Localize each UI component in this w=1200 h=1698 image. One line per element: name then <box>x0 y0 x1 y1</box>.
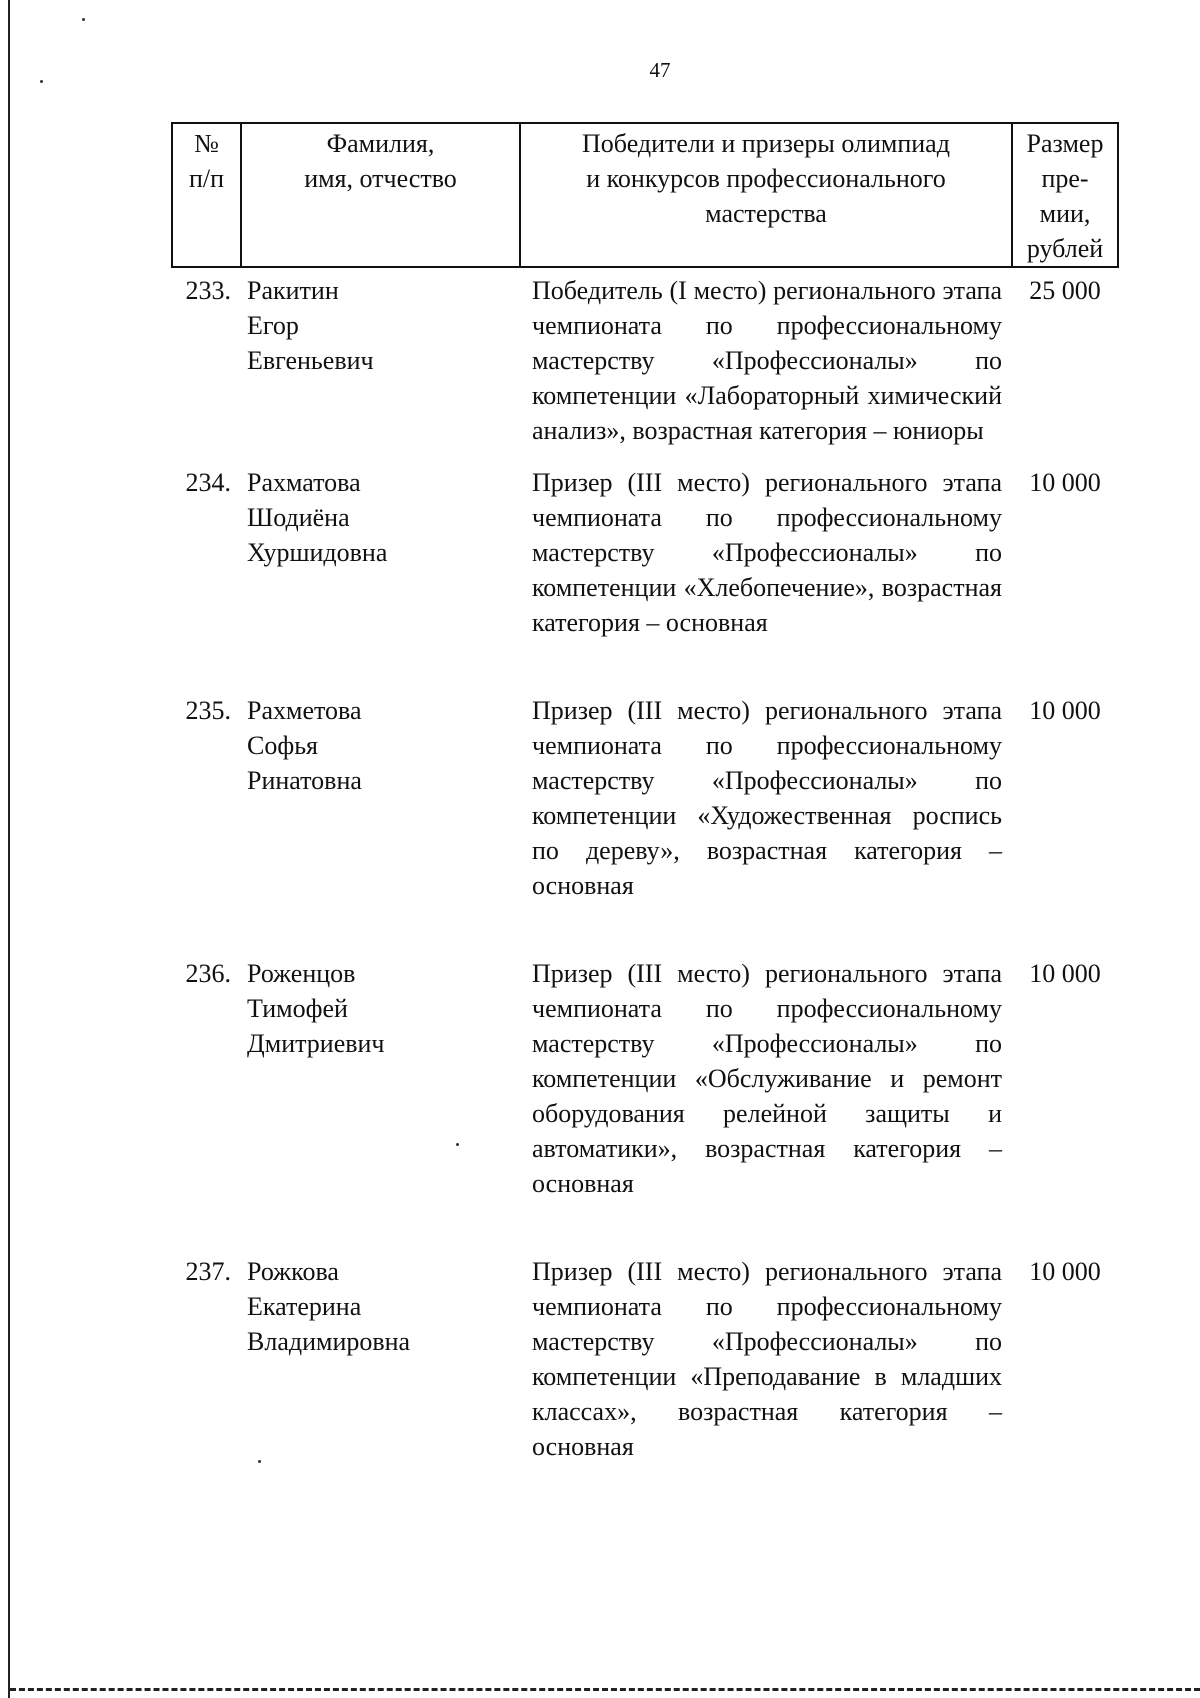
row-achievement: Призер (III место) регионального этапа чемпионата по профессиональному мастерству «Профессионалы» по компетенции «Обслуживание и ремонт оборудования релейной защиты и автоматики», возрастная категория – основная <box>532 959 1002 1198</box>
row-prize: 10 000 <box>1029 696 1101 725</box>
table-row <box>172 1249 1118 1464</box>
row-achievement: Призер (III место) регионального этапа чемпионата по профессиональному мастерству «Профессионалы» по компетенции «Преподавание в младших классах», возрастная категория – основная <box>532 1257 1002 1461</box>
table-row <box>172 951 1118 1201</box>
row-achievement: Призер (III место) регионального этапа чемпионата по профессиональному мастерству «Профессионалы» по компетенции «Художественная роспись по дереву», возрастная категория – основная <box>532 696 1002 900</box>
row-name: Рахматова Шодиёна Хуршидовна <box>247 468 388 567</box>
scan-left-edge <box>8 0 10 1698</box>
table-row <box>172 688 1118 903</box>
row-prize: 10 000 <box>1029 1257 1101 1286</box>
table-header-row <box>172 123 1118 267</box>
scan-speck <box>82 18 85 21</box>
row-name: Ракитин Егор Евгеньевич <box>247 276 374 375</box>
header-number: № п/п <box>172 123 241 267</box>
row-prize: 10 000 <box>1029 959 1101 988</box>
scan-bottom-edge <box>10 1688 1200 1691</box>
row-prize: 25 000 <box>1029 276 1101 305</box>
row-number: 235. <box>185 696 231 725</box>
header-name: Фамилия, имя, отчество <box>241 123 520 267</box>
header-prize: Размер пре- мии, рублей <box>1012 123 1118 267</box>
header-achievement: Победители и призеры олимпиад и конкурсов профессионального мастерства <box>520 123 1012 267</box>
row-name: Рахметова Софья Ринатовна <box>247 696 362 795</box>
row-prize: 10 000 <box>1029 468 1101 497</box>
row-number: 233. <box>185 276 231 305</box>
row-achievement: Призер (III место) регионального этапа чемпионата по профессиональному мастерству «Профессионалы» по компетенции «Хлебопечение», возрастная категория – основная <box>532 468 1002 637</box>
page-number: 47 <box>649 58 671 82</box>
row-number: 234. <box>185 468 231 497</box>
row-name: Рожкова Екатерина Владимировна <box>247 1257 411 1356</box>
table-row <box>172 267 1118 448</box>
row-achievement: Победитель (I место) регионального этапа чемпионата по профессиональному мастерству «Профессионалы» по компетенции «Лабораторный химический анализ», возрастная категория – юниоры <box>532 276 1002 445</box>
row-name: Роженцов Тимофей Дмитриевич <box>247 959 385 1058</box>
awards-table <box>171 122 1119 1464</box>
row-number: 237. <box>185 1257 231 1286</box>
row-number: 236. <box>185 959 231 988</box>
table-row <box>172 460 1118 640</box>
